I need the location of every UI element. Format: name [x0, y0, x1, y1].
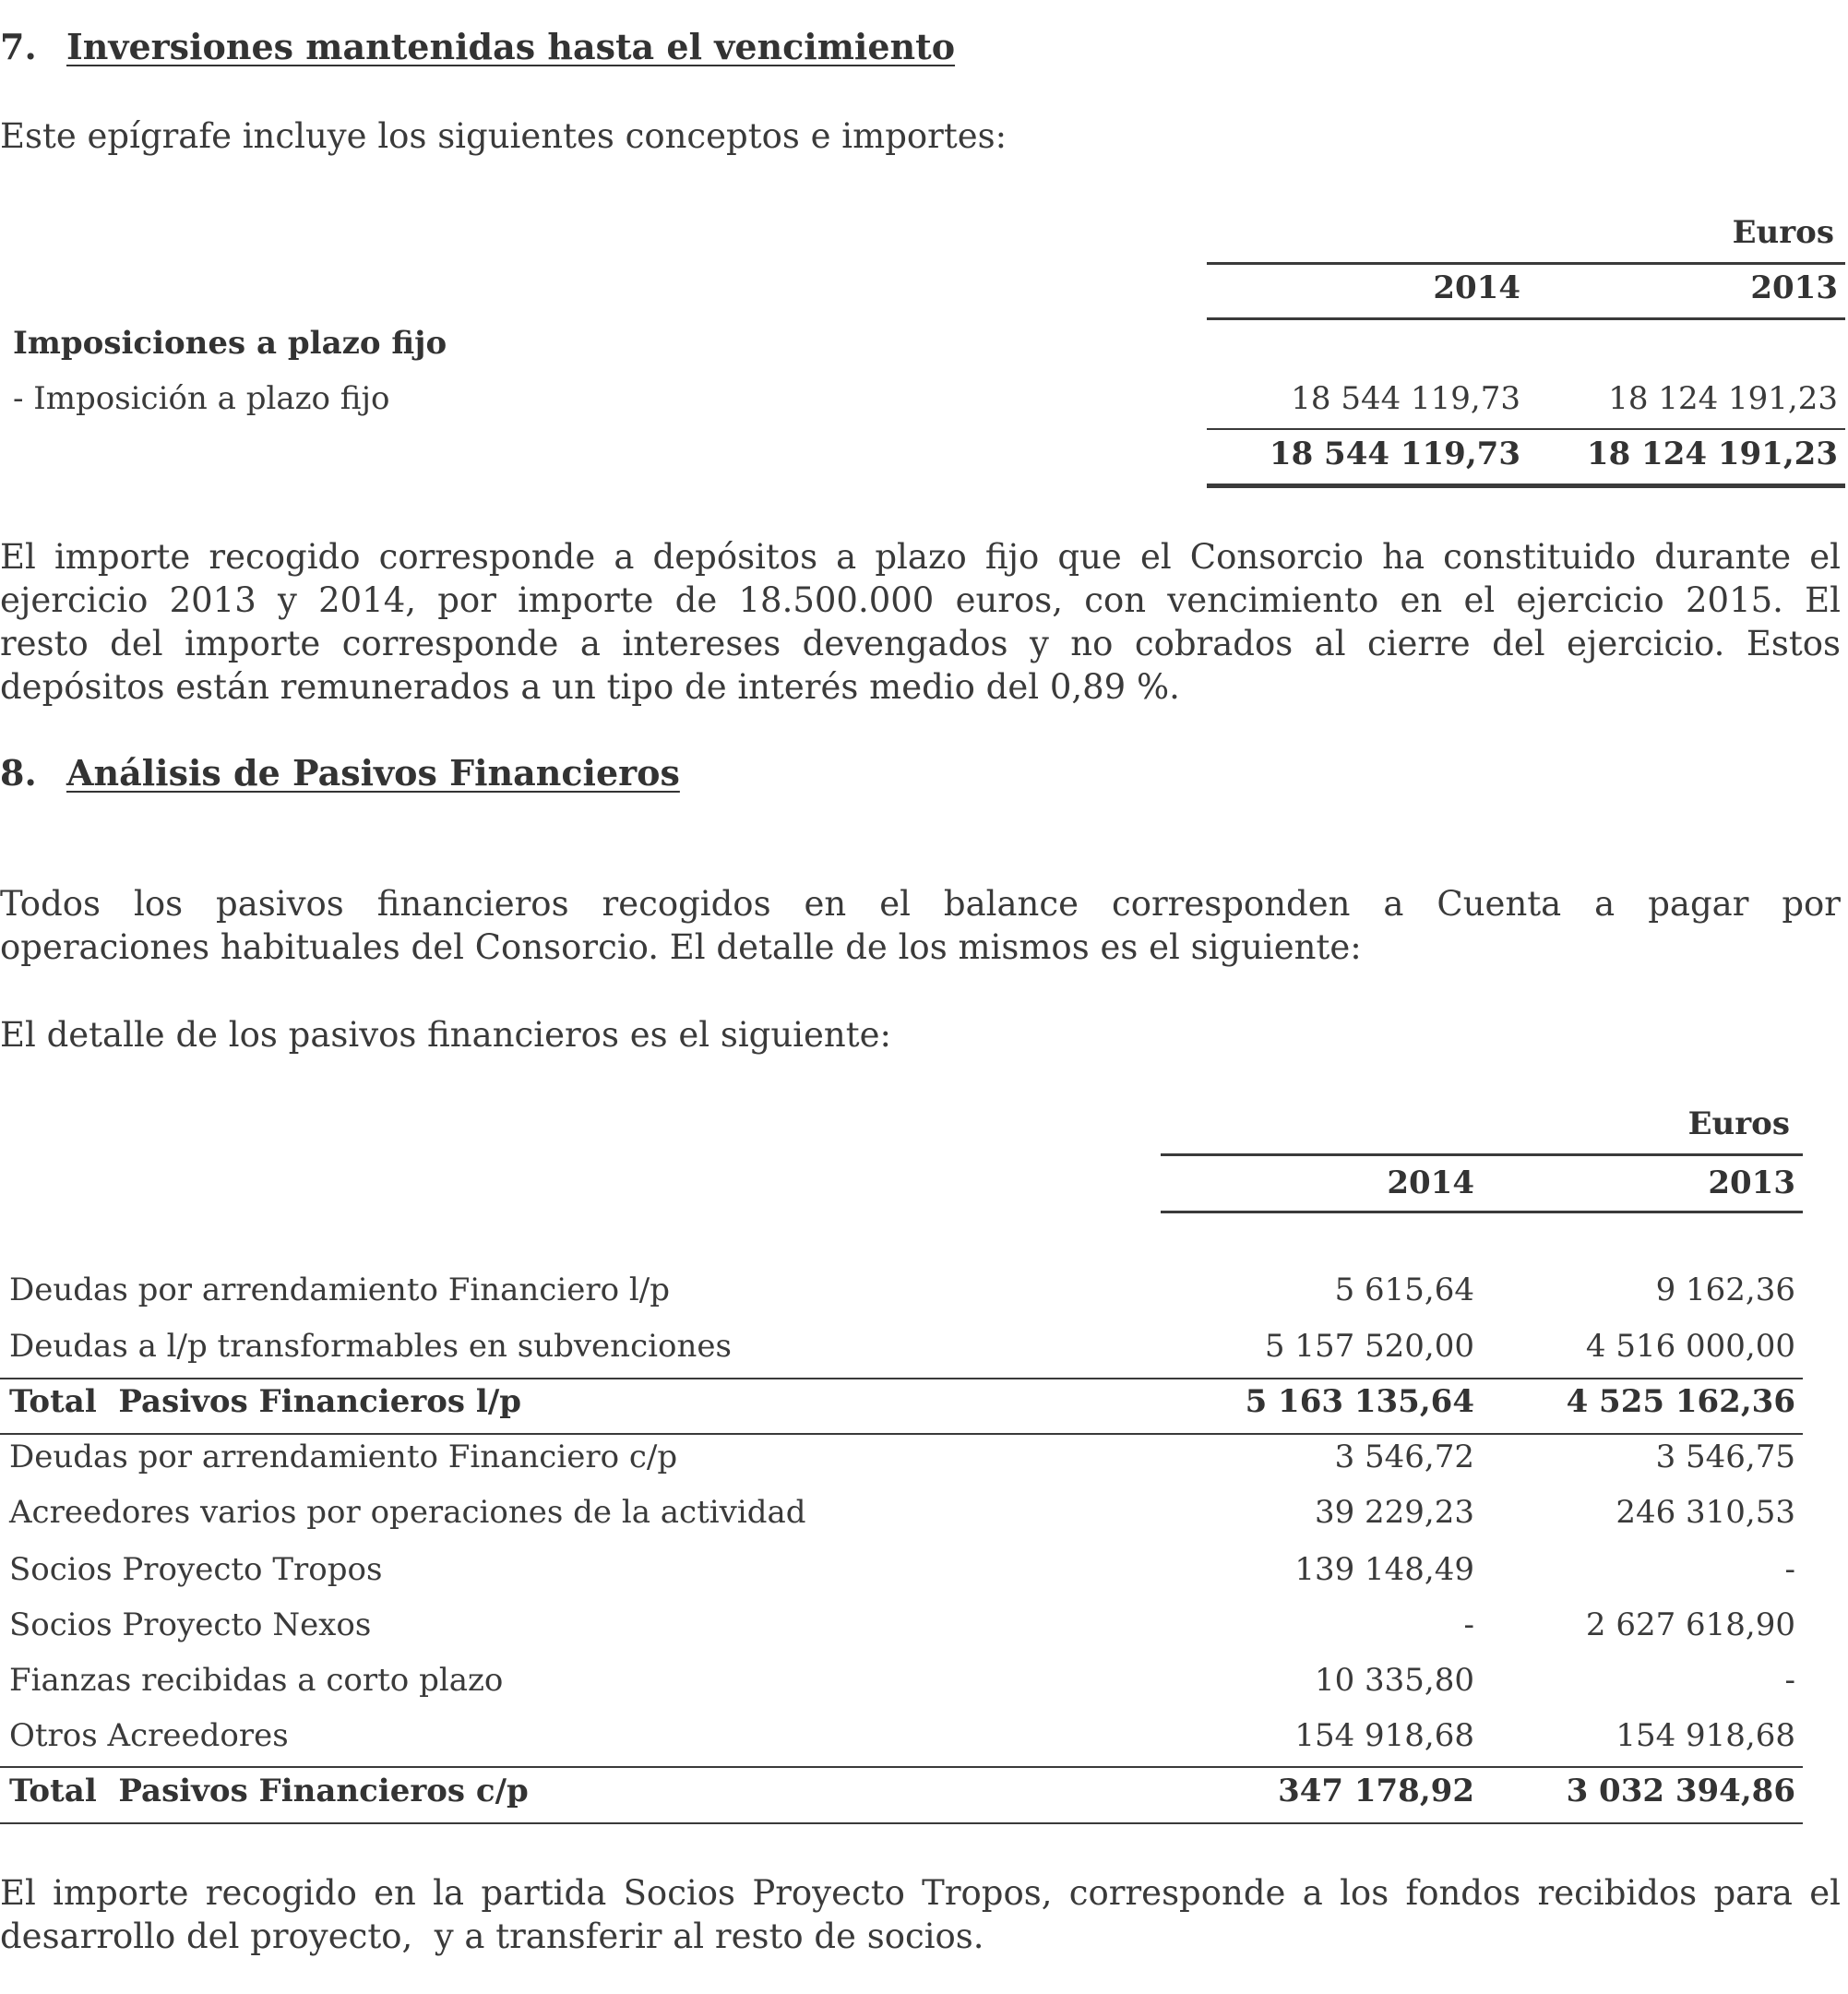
paragraph-line: ejercicio 2013 y 2014, por importe de 18.500.000 euros, con vencimiento en el ejercicio 2015. El	[0, 580, 1841, 620]
table-row-value: 10 335,80	[1314, 1662, 1474, 1699]
year-header: 2013	[1750, 269, 1838, 306]
table-total-value: 4 525 162,36	[1566, 1383, 1795, 1420]
table-row-value: -	[1463, 1606, 1474, 1643]
table-rule	[1161, 1153, 1803, 1156]
row-value: 18 544 119,73	[1291, 380, 1520, 417]
table-total-value: 3 032 394,86	[1566, 1773, 1795, 1809]
total-value: 18 544 119,73	[1269, 436, 1520, 472]
table-row-value: 139 148,49	[1294, 1551, 1474, 1588]
table-row-label: Socios Proyecto Nexos	[9, 1606, 372, 1643]
paragraph-line: El importe recogido corresponde a depósitos a plazo fijo que el Consorcio ha constituido durante el	[0, 537, 1841, 577]
year-header: 2014	[1387, 1164, 1474, 1201]
section-title: Inversiones mantenidas hasta el vencimiento	[66, 26, 956, 67]
table-row-value: 5 157 520,00	[1264, 1328, 1474, 1365]
section-7-heading	[0, 26, 955, 67]
table-total-label: Total Pasivos Financieros l/p	[9, 1383, 522, 1420]
group-label: Imposiciones a plazo fijo	[13, 325, 447, 362]
year-header: 2014	[1433, 269, 1520, 306]
section-number: 7.	[0, 26, 37, 67]
table-row-value: 39 229,23	[1314, 1494, 1474, 1531]
table-rule	[1207, 428, 1845, 430]
table-row-label: Acreedores varios por operaciones de la actividad	[9, 1494, 806, 1531]
table-rule	[1207, 317, 1845, 320]
table-total-value: 5 163 135,64	[1245, 1383, 1474, 1420]
table-row-label: Socios Proyecto Tropos	[9, 1551, 383, 1588]
currency-label: Euros	[1687, 1105, 1790, 1142]
currency-label: Euros	[1732, 214, 1834, 251]
paragraph-line: depósitos están remunerados a un tipo de interés medio del 0,89 %.	[0, 667, 1180, 707]
table-row-label: Deudas por arrendamiento Financiero l/p	[9, 1272, 670, 1308]
row-label: - Imposición a plazo fijo	[13, 380, 390, 417]
table-row-value: -	[1784, 1662, 1795, 1699]
table-row-value: 154 918,68	[1616, 1717, 1795, 1754]
table-total-label: Total Pasivos Financieros c/p	[9, 1773, 529, 1809]
table-rule	[1207, 262, 1845, 265]
table-rule	[1161, 1211, 1803, 1213]
year-header: 2013	[1708, 1164, 1795, 1201]
paragraph-line: desarrollo del proyecto, y a transferir al resto de socios.	[0, 1916, 984, 1956]
table-row-value: 246 310,53	[1616, 1494, 1795, 1531]
table-total-value: 347 178,92	[1278, 1773, 1474, 1809]
table-rule	[0, 1822, 1803, 1824]
table-rule	[0, 1766, 1803, 1768]
row-value: 18 124 191,23	[1608, 380, 1838, 417]
table-row-label: Fianzas recibidas a corto plazo	[9, 1662, 504, 1699]
table-row-value: 9 162,36	[1655, 1272, 1795, 1308]
total-value: 18 124 191,23	[1586, 436, 1838, 472]
table-row-label: Otros Acreedores	[9, 1717, 289, 1754]
paragraph-line: resto del importe corresponde a intereses devengados y no cobrados al cierre del ejercicio. Estos	[0, 624, 1841, 663]
section-8-heading	[0, 752, 680, 794]
paragraph-line: operaciones habituales del Consorcio. El detalle de los mismos es el siguiente:	[0, 927, 1362, 967]
section-7-intro: Este epígrafe incluye los siguientes conceptos e importes:	[0, 116, 1007, 156]
detail-intro: El detalle de los pasivos financieros es el siguiente:	[0, 1015, 891, 1055]
table-rule	[0, 1378, 1803, 1379]
paragraph-line: Todos los pasivos financieros recogidos en el balance corresponden a Cuenta a pagar por	[0, 884, 1841, 924]
table-rule	[0, 1433, 1803, 1435]
table-row-value: 3 546,75	[1655, 1439, 1795, 1475]
section-number: 8.	[0, 752, 37, 794]
table-row-value: 154 918,68	[1294, 1717, 1474, 1754]
table-row-value: -	[1784, 1551, 1795, 1588]
table-row-label: Deudas a l/p transformables en subvenciones	[9, 1328, 732, 1365]
table-row-value: 3 546,72	[1334, 1439, 1474, 1475]
table-row-label: Deudas por arrendamiento Financiero c/p	[9, 1439, 678, 1475]
section-title: Análisis de Pasivos Financieros	[66, 752, 680, 794]
table-row-value: 5 615,64	[1334, 1272, 1474, 1308]
paragraph-line: El importe recogido en la partida Socios Proyecto Tropos, corresponde a los fondos recibidos para el	[0, 1873, 1841, 1913]
table-row-value: 4 516 000,00	[1585, 1328, 1795, 1365]
table-double-rule	[1207, 484, 1845, 488]
table-row-value: 2 627 618,90	[1585, 1606, 1795, 1643]
